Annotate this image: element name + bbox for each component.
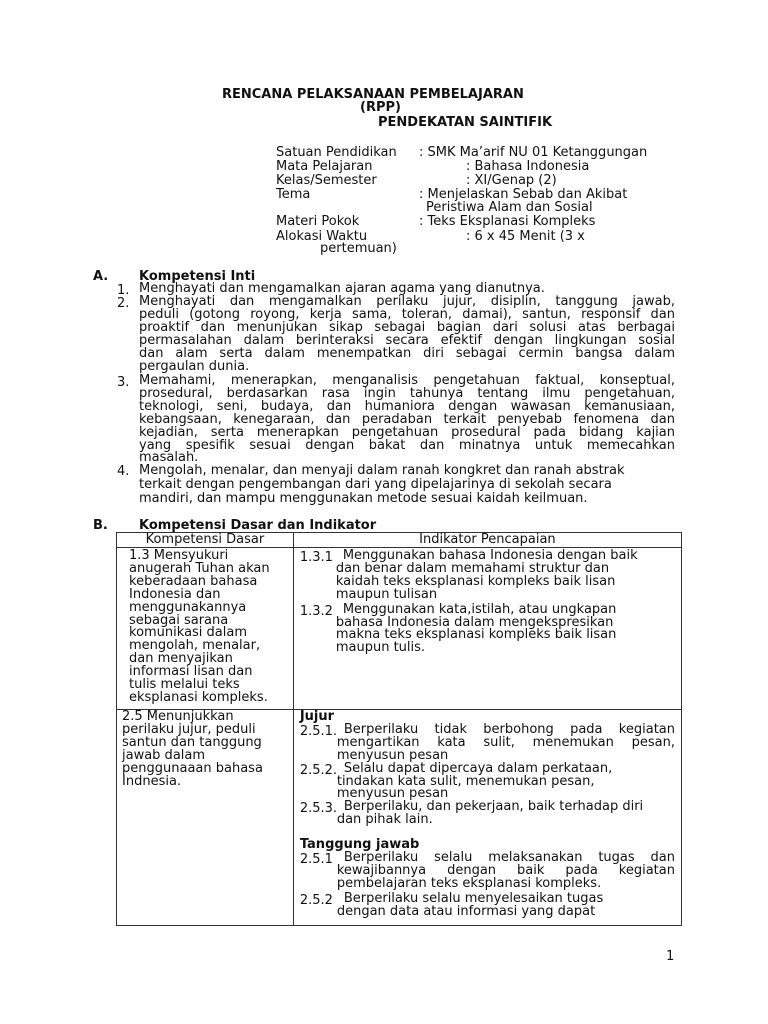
- page-number: 1: [666, 949, 675, 964]
- list-item: Menghayati dan mengamalkan ajaran agama yang dianutnya.: [139, 281, 545, 296]
- list-number: 2.: [117, 296, 130, 311]
- identity-label: Tema: [276, 187, 311, 202]
- doc-approach: PENDEKATAN SAINTIFIK: [378, 115, 553, 130]
- list-number: 3.: [117, 375, 130, 390]
- identity-value: : Menjelaskan Sebab dan Akibat: [419, 187, 628, 202]
- identity-label: Materi Pokok: [276, 214, 360, 229]
- table-header-row: [117, 533, 682, 548]
- table-row: [117, 548, 682, 710]
- indicator-item: 1.3.1 Menggunakan bahasa Indonesia dengan baik dan benar dalam memahami struktur dan kaidah teks eksplanasi kompleks baik lisan maupun tulisan: [299, 548, 638, 602]
- indicator-heading: Tanggung jawab: [299, 837, 420, 853]
- indicator-cell: [293, 710, 681, 926]
- list-item: Mengolah, menalar, dan menyaji dalam ranah kongkret dan ranah abstrak terkait dengan pengembangan dari yang dipelajarinya di sekolah secara mandiri, dan mampu menggunakan metode sesuai kaidah keilmuan.: [139, 463, 625, 506]
- indicator-item: 1.3.2 Menggunakan kata,istilah, atau ungkapan bahasa Indonesia dalam mengekspresikan makna teks eksplanasi kompleks baik lisan maupun tulis.: [299, 601, 617, 656]
- identity-label: Satuan Pendidikan: [276, 145, 397, 160]
- list-number: 4.: [117, 464, 130, 479]
- identity-value: : SMK Ma’arif NU 01 Ketanggungan: [419, 145, 648, 160]
- identity-value: : XI/Genap (2): [466, 173, 557, 188]
- identity-label: Mata Pelajaran: [276, 159, 373, 174]
- identity-value-cont: pertemuan): [320, 241, 397, 256]
- list-number: 1.: [117, 283, 130, 298]
- list-item: Menghayati dan mengamalkan perilaku jujur, disiplin, tanggung jawab, peduli (gotong royong, kerja sama, toleran, damai), santun, responsif dan proaktif dan menunjukan sikap sebagai bagian dari solusi atas berbagai permasalahan dalam berinteraksi secara efektif dengan lingkungan sosial dan alam serta dalam menempatkan diri sebagai cermin bangsa dalam pergaulan dunia.: [139, 294, 675, 374]
- identity-value: : Bahasa Indonesia: [466, 159, 590, 174]
- identity-label: Alokasi Waktu: [276, 229, 368, 244]
- section-b-letter: B.: [93, 518, 108, 533]
- indicator-cell: [293, 548, 681, 710]
- identity-label: Kelas/Semester: [276, 173, 377, 188]
- section-b-title: Kompetensi Dasar dan Indikator: [139, 518, 377, 533]
- table-row: [117, 710, 682, 926]
- kd-cell: 2.5 Menunjukkan perilaku jujur, peduli santun dan tanggung jawab dalam penggunaaan bahasa Indnesia.: [117, 710, 294, 926]
- indicator-item: 2.5.2 Berperilaku selalu menyelesaikan tugas dengan data atau informasi yang dapat: [299, 890, 604, 919]
- identity-value: : 6 x 45 Menit (3 x: [466, 229, 585, 244]
- doc-title: RENCANA PELAKSANAAN PEMBELAJARAN: [222, 87, 524, 102]
- indicator-item: 2.5.2. Selalu dapat dipercaya dalam perkataan, tindakan kata sulit, menemukan pesan, menyusun pesan: [299, 760, 613, 802]
- competency-table: [116, 532, 682, 926]
- indicator-item: 2.5.1. Berperilaku tidak berbohong pada kegiatan mengartikan kata sulit, menemukan pesan, menyusun pesan: [299, 721, 675, 763]
- doc-subtitle: (RPP): [360, 100, 401, 115]
- identity-value-cont: Peristiwa Alam dan Sosial: [426, 200, 593, 215]
- identity-value: : Teks Eksplanasi Kompleks: [419, 214, 596, 229]
- indicator-item: 2.5.3. Berperilaku, dan pekerjaan, baik terhadap diri dan pihak lain.: [299, 799, 644, 828]
- section-a-title: Kompetensi Inti: [139, 269, 256, 284]
- kd-cell: 1.3 Mensyukuri anugerah Tuhan akan keberadaan bahasa Indonesia dan menggunakannya sebagai sarana komunikasi dalam mengolah, menalar, dan menyajikan informasi lisan dan tulis melalui teks eksplanasi kompleks.: [117, 548, 294, 710]
- list-item: Memahami, menerapkan, menganalisis pengetahuan faktual, konseptual, prosedural, berdasarkan rasa ingin tahunya tentang ilmu pengetahuan, teknologi, seni, budaya, dan humaniora dengan wawasan kemanusiaan, kebangsaan, kenegaraan, dan peradaban terkait penyebab fenomena dan kejadian, serta menerapkan pengetahuan prosedural pada bidang kajian yang spesifik sesuai dengan bakat dan minatnya untuk memecahkan masalah.: [139, 373, 675, 466]
- column-header-indicator: Indikator Pencapaian: [293, 533, 681, 548]
- indicator-heading: Jujur: [299, 709, 335, 724]
- indicator-item: 2.5.1 Berperilaku selalu melaksanakan tugas dan kewajibannya dengan baik pada kegiatan pembelajaran teks eksplanasi kompleks.: [299, 850, 675, 891]
- column-header-kd: Kompetensi Dasar: [117, 533, 294, 548]
- section-a-letter: A.: [93, 269, 109, 284]
